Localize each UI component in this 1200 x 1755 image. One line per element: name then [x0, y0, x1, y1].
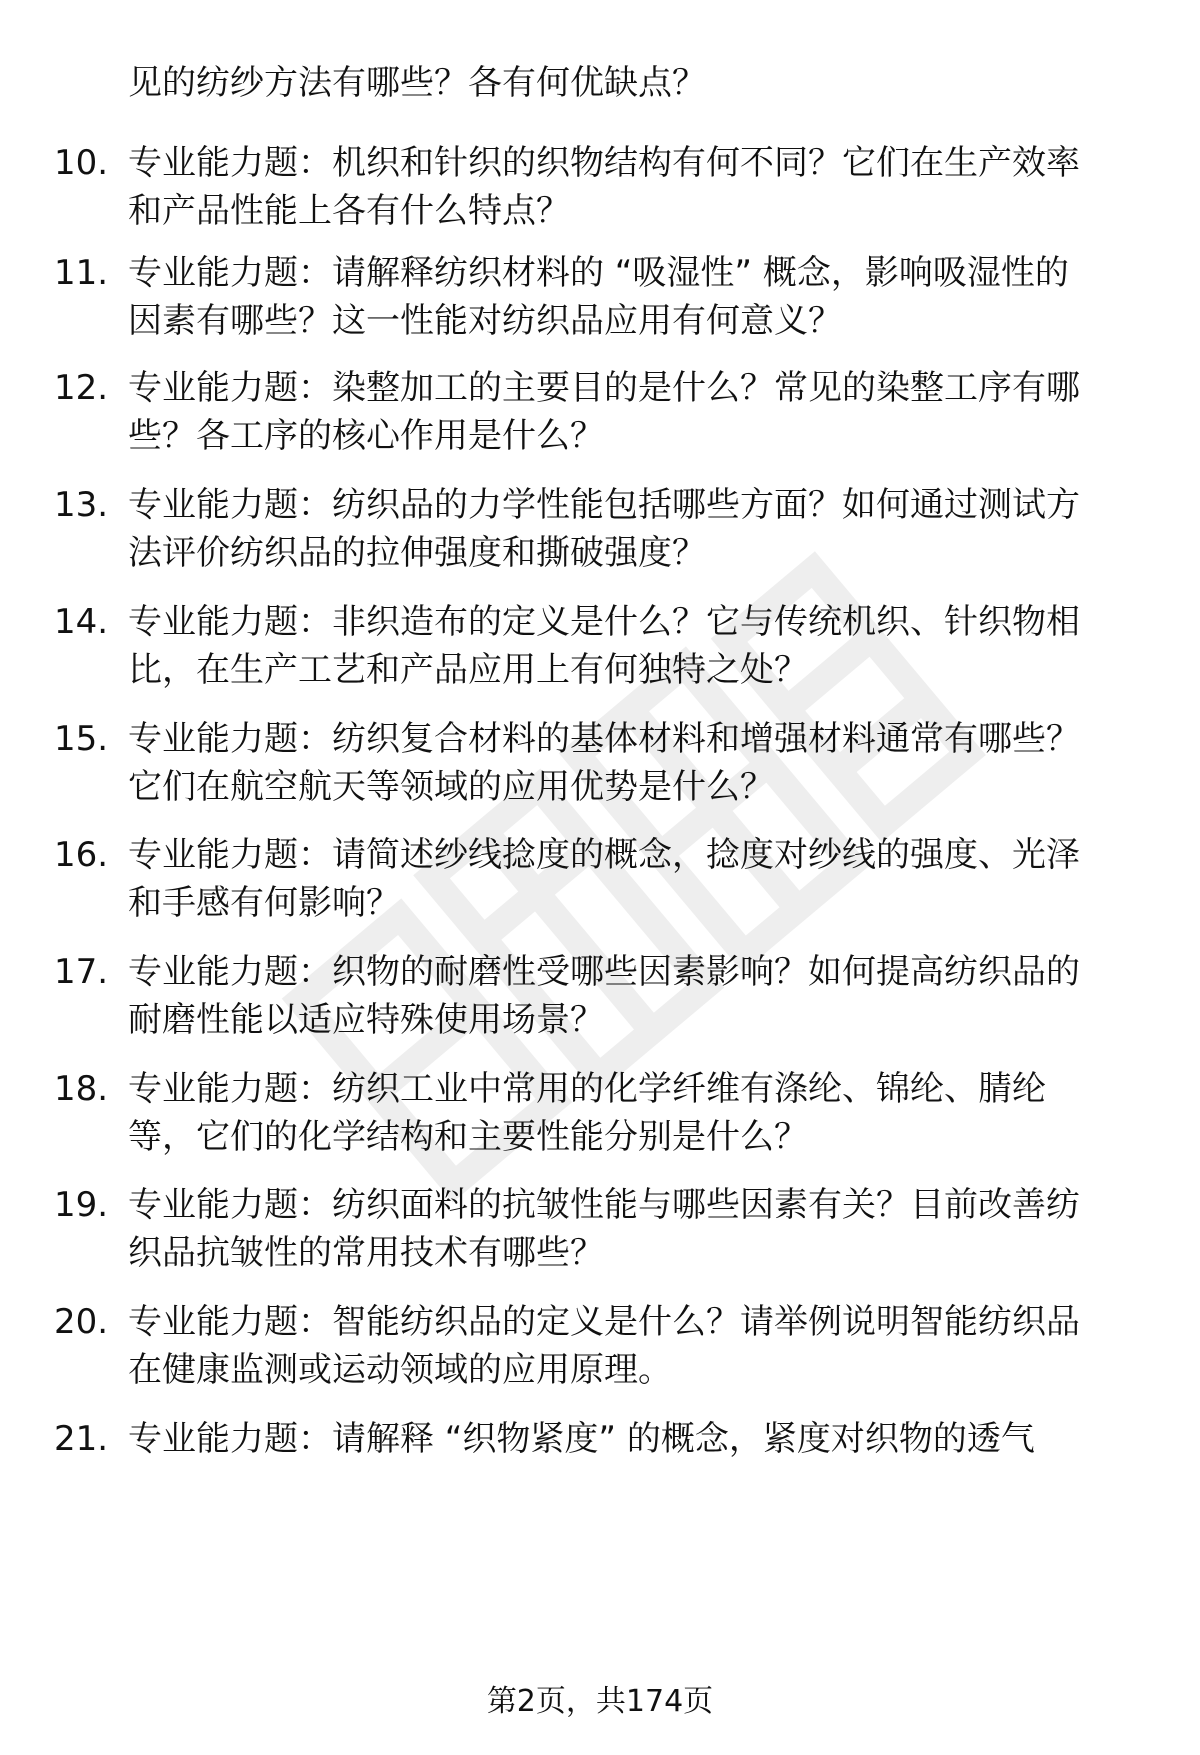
question-text-line: 专业能力题：机织和针织的织物结构有何不同？它们在生产效率 — [128, 143, 1080, 183]
question-text-line: 它们在航空航天等领域的应用优势是什么？ — [128, 767, 774, 807]
question-text-line: 因素有哪些？这一性能对纺织品应用有何意义？ — [128, 301, 842, 341]
question-number: 17. — [54, 952, 109, 992]
question-text-line: 些？各工序的核心作用是什么？ — [128, 416, 604, 456]
question-text-line: 织品抗皱性的常用技术有哪些？ — [128, 1233, 604, 1273]
question-text-line: 专业能力题：纺织复合材料的基体材料和增强材料通常有哪些？ — [128, 719, 1080, 759]
question-text-line: 专业能力题：织物的耐磨性受哪些因素影响？如何提高纺织品的 — [128, 952, 1080, 992]
question-text-line: 和手感有何影响？ — [128, 883, 400, 923]
question-text-line: 和产品性能上各有什么特点？ — [128, 191, 570, 231]
continued-question-text: 见的纺纱方法有哪些？各有何优缺点？ — [128, 63, 706, 103]
question-number: 12. — [54, 368, 109, 408]
question-text-line: 专业能力题：纺织工业中常用的化学纤维有涤纶、锦纶、腈纶 — [128, 1069, 1046, 1109]
question-number: 16. — [54, 835, 109, 875]
question-text-line: 等，它们的化学结构和主要性能分别是什么？ — [128, 1117, 808, 1157]
question-number: 19. — [54, 1185, 109, 1225]
question-text-line: 在健康监测或运动领域的应用原理。 — [128, 1350, 672, 1390]
question-number: 13. — [54, 485, 109, 525]
question-number: 14. — [54, 602, 109, 642]
question-text-line: 法评价纺织品的拉伸强度和撕破强度？ — [128, 533, 706, 573]
question-text-line: 专业能力题：非织造布的定义是什么？它与传统机织、针织物相 — [128, 602, 1080, 642]
question-number: 18. — [54, 1069, 109, 1109]
question-number: 20. — [54, 1302, 109, 1342]
question-number: 15. — [54, 719, 109, 759]
question-number: 11. — [54, 253, 109, 293]
question-number: 21. — [54, 1419, 109, 1459]
question-text-line: 专业能力题：请解释纺织材料的 “吸湿性” 概念，影响吸湿性的 — [128, 253, 1069, 293]
question-text-line: 比，在生产工艺和产品应用上有何独特之处？ — [128, 650, 808, 690]
page-footer: 第2页，共174页 — [486, 1684, 714, 1719]
question-text-line: 耐磨性能以适应特殊使用场景？ — [128, 1000, 604, 1040]
question-text-line: 专业能力题：纺织面料的抗皱性能与哪些因素有关？目前改善纺 — [128, 1185, 1080, 1225]
question-text-line: 专业能力题：请简述纱线捻度的概念，捻度对纱线的强度、光泽 — [128, 835, 1080, 875]
question-number: 10. — [54, 143, 109, 183]
question-text-line: 专业能力题：请解释 “织物紧度” 的概念，紧度对织物的透气 — [128, 1419, 1035, 1459]
question-text-line: 专业能力题：纺织品的力学性能包括哪些方面？如何通过测试方 — [128, 485, 1080, 525]
question-text-line: 专业能力题：染整加工的主要目的是什么？常见的染整工序有哪 — [128, 368, 1080, 408]
question-text-line: 专业能力题：智能纺织品的定义是什么？请举例说明智能纺织品 — [128, 1302, 1080, 1342]
